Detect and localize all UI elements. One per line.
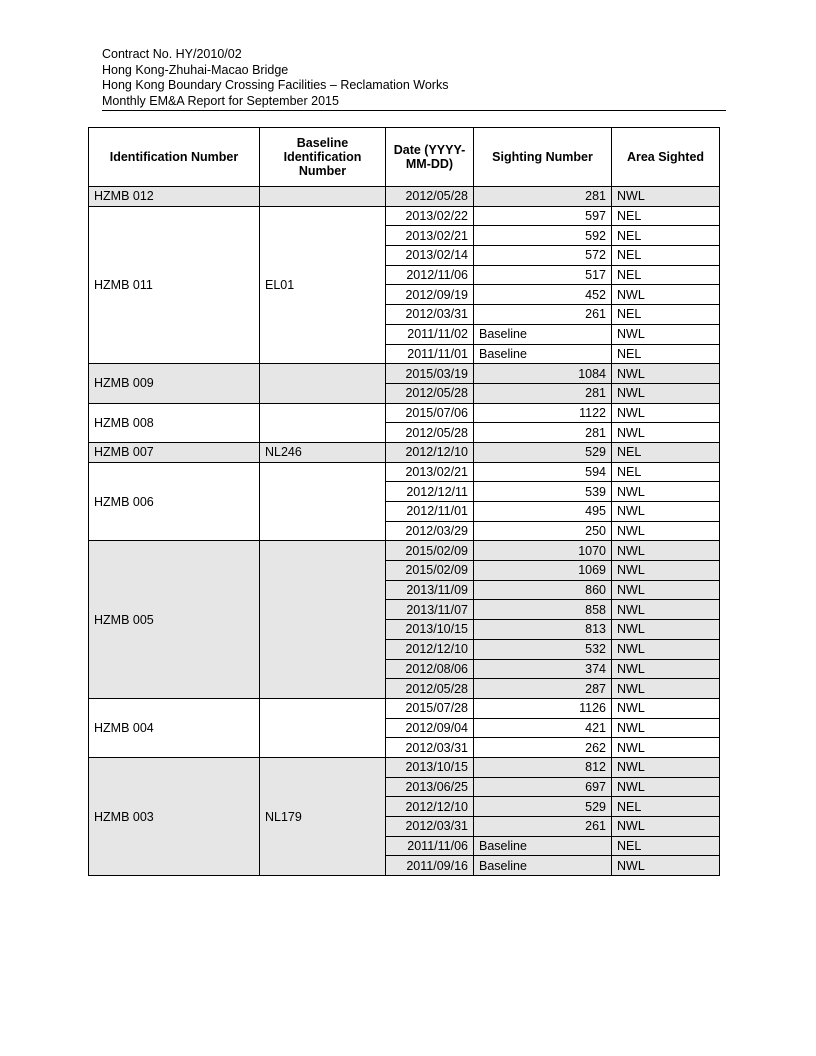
sighting-number-cell: 517 [474,265,612,285]
baseline-identification-cell: NL179 [260,757,386,875]
date-cell: 2011/09/16 [386,856,474,876]
date-cell: 2012/05/28 [386,679,474,699]
col-header-date: Date (YYYY-MM-DD) [386,128,474,187]
date-cell: 2012/08/06 [386,659,474,679]
area-sighted-cell: NWL [612,285,720,305]
sighting-number-cell: 261 [474,305,612,325]
sighting-number-cell: 860 [474,580,612,600]
area-sighted-cell: NWL [612,777,720,797]
area-sighted-cell: NWL [612,659,720,679]
table-row [89,757,720,777]
sighting-number-cell: 1122 [474,403,612,423]
area-sighted-cell: NEL [612,797,720,817]
area-sighted-cell: NWL [612,580,720,600]
sighting-number-cell: 261 [474,817,612,837]
area-sighted-cell: NWL [612,324,720,344]
area-sighted-cell: NWL [612,620,720,640]
sighting-number-cell: 250 [474,521,612,541]
sighting-number-cell: 281 [474,383,612,403]
area-sighted-cell: NWL [612,482,720,502]
sighting-number-cell: 592 [474,226,612,246]
identification-number-cell: HZMB 005 [89,541,260,699]
date-cell: 2011/11/06 [386,836,474,856]
date-cell: 2013/02/21 [386,226,474,246]
date-cell: 2012/09/19 [386,285,474,305]
area-sighted-cell: NWL [612,383,720,403]
area-sighted-cell: NWL [612,403,720,423]
area-sighted-cell: NWL [612,187,720,207]
sighting-number-cell: 594 [474,462,612,482]
identification-number-cell: HZMB 003 [89,757,260,875]
sighting-number-cell: 572 [474,246,612,266]
area-sighted-cell: NEL [612,305,720,325]
date-cell: 2012/05/28 [386,187,474,207]
table-row [89,462,720,482]
sighting-number-cell: 539 [474,482,612,502]
identification-number-cell: HZMB 009 [89,364,260,403]
sighting-number-cell: 597 [474,206,612,226]
area-sighted-cell: NWL [612,856,720,876]
area-sighted-cell: NEL [612,246,720,266]
area-sighted-cell: NEL [612,462,720,482]
area-sighted-cell: NWL [612,561,720,581]
col-header-baseline-identification-number: Baseline Identification Number [260,128,386,187]
date-cell: 2012/11/01 [386,502,474,522]
sighting-number-cell: 529 [474,797,612,817]
identification-number-cell: HZMB 011 [89,206,260,364]
col-header-sighting-number: Sighting Number [474,128,612,187]
sighting-number-cell: 281 [474,423,612,443]
date-cell: 2012/03/31 [386,738,474,758]
date-cell: 2015/02/09 [386,541,474,561]
baseline-identification-cell: EL01 [260,206,386,364]
area-sighted-cell: NWL [612,698,720,718]
date-cell: 2012/12/10 [386,797,474,817]
baseline-identification-cell [260,462,386,541]
sighting-number-cell: 1070 [474,541,612,561]
header-row [89,128,720,187]
table-row [89,541,720,561]
sighting-number-cell: 532 [474,639,612,659]
baseline-identification-cell [260,403,386,442]
sighting-number-cell: 421 [474,718,612,738]
sighting-number-cell: 1069 [474,561,612,581]
identification-number-cell: HZMB 004 [89,698,260,757]
identification-number-cell: HZMB 012 [89,187,260,207]
baseline-identification-cell: NL246 [260,442,386,462]
date-cell: 2015/07/06 [386,403,474,423]
area-sighted-cell: NWL [612,718,720,738]
sighting-number-cell: Baseline [474,856,612,876]
table-row [89,442,720,462]
sighting-number-cell: 287 [474,679,612,699]
sighting-number-cell: Baseline [474,324,612,344]
date-cell: 2013/02/22 [386,206,474,226]
area-sighted-cell: NWL [612,364,720,384]
date-cell: 2013/11/07 [386,600,474,620]
sighting-number-cell: 262 [474,738,612,758]
identification-number-cell: HZMB 006 [89,462,260,541]
sighting-number-cell: 452 [474,285,612,305]
area-sighted-cell: NWL [612,757,720,777]
sighting-number-cell: 812 [474,757,612,777]
date-cell: 2012/03/31 [386,305,474,325]
area-sighted-cell: NEL [612,226,720,246]
date-cell: 2015/03/19 [386,364,474,384]
page-header [102,47,726,109]
date-cell: 2012/11/06 [386,265,474,285]
date-cell: 2011/11/02 [386,324,474,344]
sighting-number-cell: 281 [474,187,612,207]
date-cell: 2011/11/01 [386,344,474,364]
area-sighted-cell: NWL [612,502,720,522]
area-sighted-cell: NWL [612,817,720,837]
sighting-number-cell: 858 [474,600,612,620]
area-sighted-cell: NWL [612,423,720,443]
date-cell: 2012/03/31 [386,817,474,837]
area-sighted-cell: NWL [612,521,720,541]
date-cell: 2013/10/15 [386,757,474,777]
identification-number-cell: HZMB 007 [89,442,260,462]
sighting-number-cell: Baseline [474,836,612,856]
area-sighted-cell: NWL [612,639,720,659]
baseline-identification-cell [260,541,386,699]
date-cell: 2012/12/11 [386,482,474,502]
date-cell: 2012/12/10 [386,639,474,659]
col-header-identification-number: Identification Number [89,128,260,187]
table-header [89,128,720,187]
table-row [89,364,720,384]
area-sighted-cell: NEL [612,442,720,462]
sighting-number-cell: 374 [474,659,612,679]
baseline-identification-cell [260,364,386,403]
date-cell: 2012/05/28 [386,423,474,443]
sighting-number-cell: 1126 [474,698,612,718]
date-cell: 2013/02/21 [386,462,474,482]
date-cell: 2013/10/15 [386,620,474,640]
area-sighted-cell: NWL [612,738,720,758]
sighting-number-cell: 813 [474,620,612,640]
date-cell: 2013/06/25 [386,777,474,797]
date-cell: 2015/02/09 [386,561,474,581]
table-row [89,403,720,423]
sighting-number-cell: 495 [474,502,612,522]
date-cell: 2012/09/04 [386,718,474,738]
col-header-area-sighted: Area Sighted [612,128,720,187]
area-sighted-cell: NWL [612,679,720,699]
sighting-number-cell: 1084 [474,364,612,384]
table-row [89,206,720,226]
area-sighted-cell: NEL [612,836,720,856]
area-sighted-cell: NWL [612,600,720,620]
date-cell: 2013/11/09 [386,580,474,600]
sighting-number-cell: 697 [474,777,612,797]
area-sighted-cell: NWL [612,541,720,561]
sightings-table [88,127,720,876]
baseline-identification-cell [260,698,386,757]
sighting-number-cell: 529 [474,442,612,462]
date-cell: 2013/02/14 [386,246,474,266]
area-sighted-cell: NEL [612,206,720,226]
sighting-number-cell: Baseline [474,344,612,364]
identification-number-cell: HZMB 008 [89,403,260,442]
table-row [89,698,720,718]
table-row [89,187,720,207]
project-subtitle: Hong Kong Boundary Crossing Facilities – Reclamation Works [102,78,449,92]
contract-number: Contract No. HY/2010/02 [102,47,242,61]
area-sighted-cell: NEL [612,344,720,364]
date-cell: 2012/05/28 [386,383,474,403]
date-cell: 2012/03/29 [386,521,474,541]
date-cell: 2012/12/10 [386,442,474,462]
area-sighted-cell: NEL [612,265,720,285]
date-cell: 2015/07/28 [386,698,474,718]
baseline-identification-cell [260,187,386,207]
report-title: Monthly EM&A Report for September 2015 [102,93,339,108]
table-body [89,187,720,876]
project-name: Hong Kong-Zhuhai-Macao Bridge [102,62,289,77]
header-divider [102,110,726,111]
